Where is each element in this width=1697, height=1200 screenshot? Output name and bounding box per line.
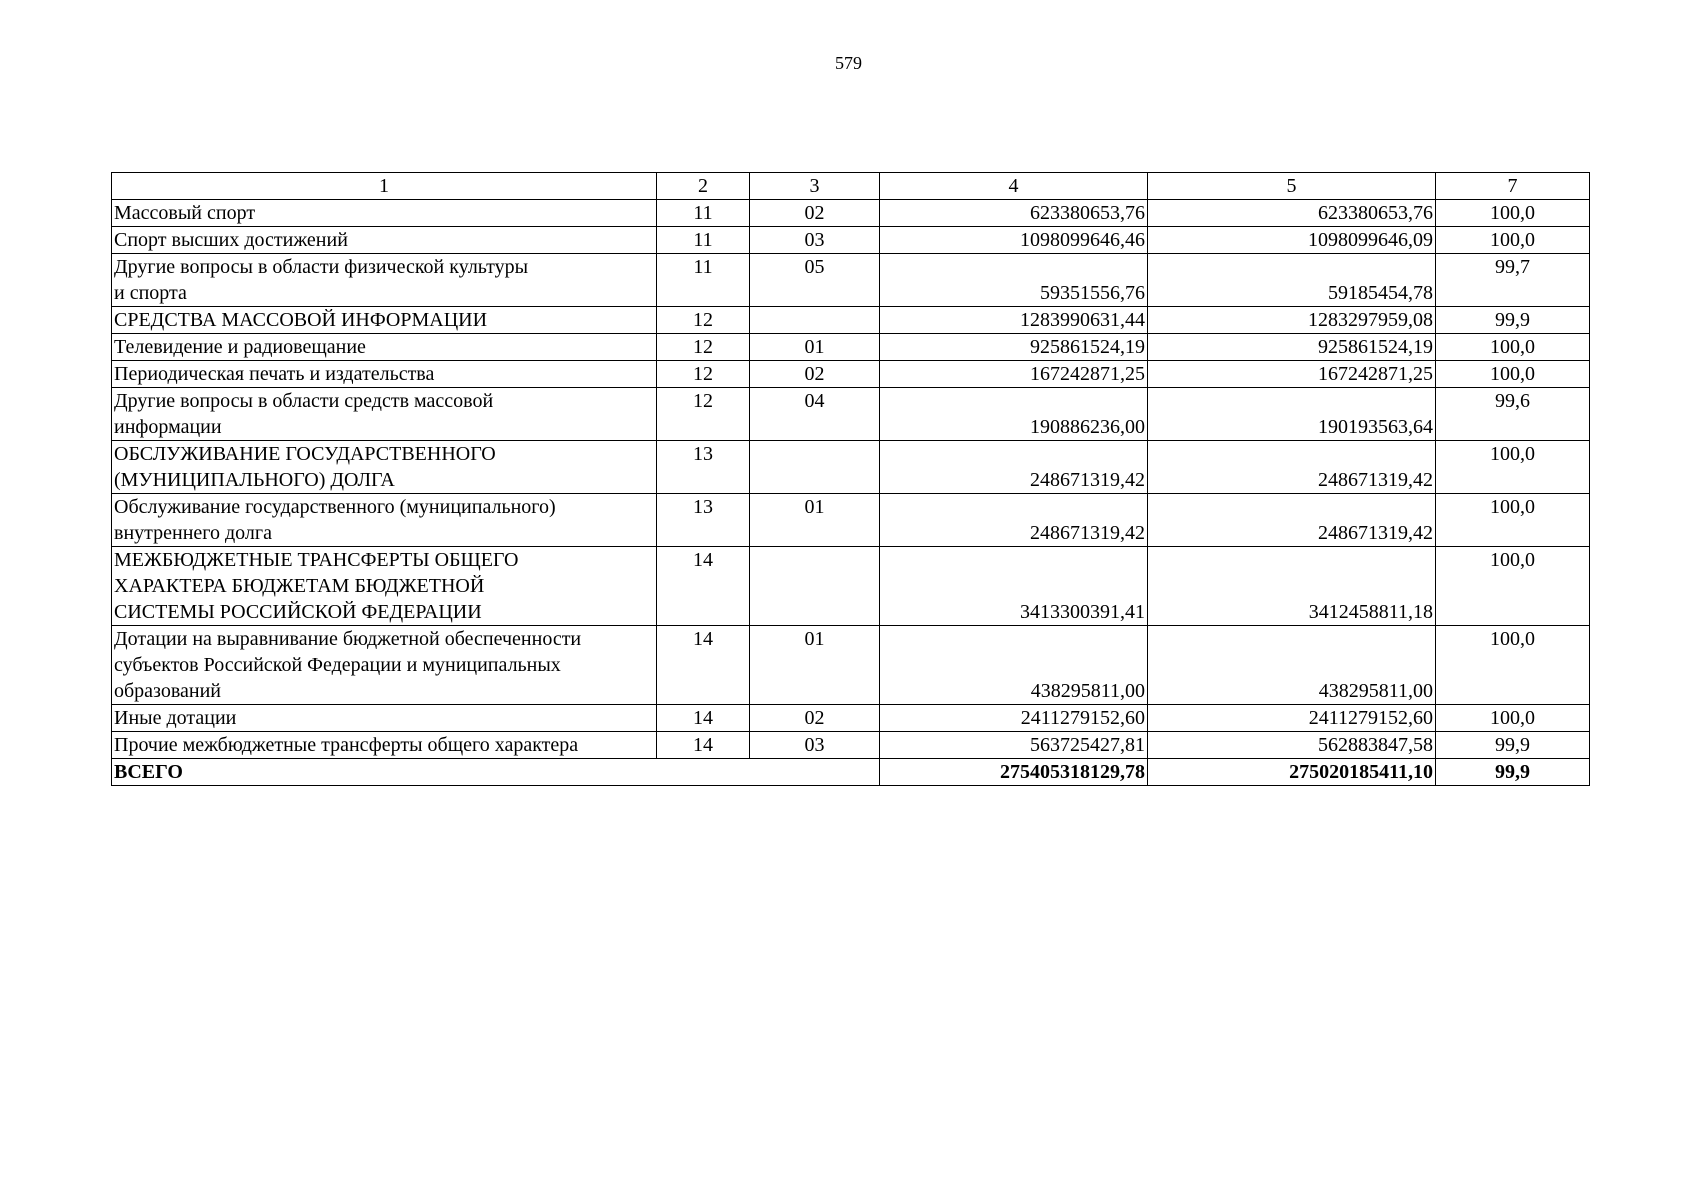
executed-amount-cell: 2411279152,60 [1148,705,1436,732]
row-name-cell: ОБСЛУЖИВАНИЕ ГОСУДАРСТВЕННОГО (МУНИЦИПАЛЬНОГО) ДОЛГА [112,441,657,494]
total-percent: 99,9 [1436,759,1590,786]
executed-amount-cell: 248671319,42 [1148,494,1436,547]
table-header-row [112,173,1590,200]
subsection-code-cell: 01 [750,626,880,705]
planned-amount-cell: 1283990631,44 [880,307,1148,334]
executed-amount-cell: 1098099646,09 [1148,227,1436,254]
subsection-code-cell: 02 [750,361,880,388]
percent-cell: 100,0 [1436,334,1590,361]
row-name-cell: Прочие межбюджетные трансферты общего характера [112,732,657,759]
section-code-cell: 14 [657,626,750,705]
section-code-cell: 12 [657,361,750,388]
section-code-cell: 11 [657,227,750,254]
row-name-cell: Иные дотации [112,705,657,732]
planned-amount-cell: 190886236,00 [880,388,1148,441]
section-code-cell: 12 [657,307,750,334]
section-code-cell: 11 [657,200,750,227]
row-name-cell: Другие вопросы в области средств массовой информации [112,388,657,441]
row-name-cell: Другие вопросы в области физической культуры и спорта [112,254,657,307]
section-code-cell: 12 [657,388,750,441]
row-name-cell: Периодическая печать и издательства [112,361,657,388]
percent-cell: 100,0 [1436,227,1590,254]
percent-cell: 100,0 [1436,361,1590,388]
planned-amount-cell: 59351556,76 [880,254,1148,307]
header-cell: 4 [880,173,1148,200]
table-row [112,388,1590,441]
header-cell: 2 [657,173,750,200]
planned-amount-cell: 2411279152,60 [880,705,1148,732]
percent-cell: 99,7 [1436,254,1590,307]
percent-cell: 99,6 [1436,388,1590,441]
subsection-code-cell: 01 [750,494,880,547]
subsection-code-cell: 01 [750,334,880,361]
subsection-code-cell: 02 [750,200,880,227]
table-row [112,547,1590,626]
planned-amount-cell: 563725427,81 [880,732,1148,759]
percent-cell: 100,0 [1436,705,1590,732]
executed-amount-cell: 438295811,00 [1148,626,1436,705]
percent-cell: 99,9 [1436,732,1590,759]
executed-amount-cell: 248671319,42 [1148,441,1436,494]
row-name-cell: МЕЖБЮДЖЕТНЫЕ ТРАНСФЕРТЫ ОБЩЕГО ХАРАКТЕРА БЮДЖЕТАМ БЮДЖЕТНОЙ СИСТЕМЫ РОССИЙСКОЙ ФЕДЕРАЦИИ [112,547,657,626]
row-name-cell: СРЕДСТВА МАССОВОЙ ИНФОРМАЦИИ [112,307,657,334]
page-number: 579 [835,53,862,73]
header-cell: 3 [750,173,880,200]
executed-amount-cell: 1283297959,08 [1148,307,1436,334]
planned-amount-cell: 248671319,42 [880,494,1148,547]
section-code-cell: 11 [657,254,750,307]
section-code-cell: 12 [657,334,750,361]
total-planned-amount: 275405318129,78 [880,759,1148,786]
row-name-cell: Телевидение и радиовещание [112,334,657,361]
subsection-code-cell [750,547,880,626]
row-name-cell: Обслуживание государственного (муниципального) внутреннего долга [112,494,657,547]
subsection-code-cell [750,441,880,494]
subsection-code-cell: 03 [750,227,880,254]
header-cell: 1 [112,173,657,200]
percent-cell: 100,0 [1436,200,1590,227]
percent-cell: 99,9 [1436,307,1590,334]
section-code-cell: 13 [657,441,750,494]
planned-amount-cell: 925861524,19 [880,334,1148,361]
executed-amount-cell: 59185454,78 [1148,254,1436,307]
planned-amount-cell: 1098099646,46 [880,227,1148,254]
executed-amount-cell: 3412458811,18 [1148,547,1436,626]
section-code-cell: 14 [657,547,750,626]
subsection-code-cell [750,307,880,334]
row-name-cell: Дотации на выравнивание бюджетной обеспеченности субъектов Российской Федерации и муниципальных образований [112,626,657,705]
total-label: ВСЕГО [112,759,880,786]
executed-amount-cell: 190193563,64 [1148,388,1436,441]
table-row [112,441,1590,494]
table-row [112,494,1590,547]
header-cell: 7 [1436,173,1590,200]
executed-amount-cell: 925861524,19 [1148,334,1436,361]
total-executed-amount: 275020185411,10 [1148,759,1436,786]
budget-execution-table [111,172,1590,786]
section-code-cell: 14 [657,732,750,759]
subsection-code-cell: 03 [750,732,880,759]
planned-amount-cell: 623380653,76 [880,200,1148,227]
executed-amount-cell: 623380653,76 [1148,200,1436,227]
table-row [112,334,1590,361]
percent-cell: 100,0 [1436,547,1590,626]
table-row [112,705,1590,732]
percent-cell: 100,0 [1436,494,1590,547]
subsection-code-cell: 04 [750,388,880,441]
section-code-cell: 13 [657,494,750,547]
table-row [112,361,1590,388]
planned-amount-cell: 3413300391,41 [880,547,1148,626]
header-cell: 5 [1148,173,1436,200]
table-row [112,626,1590,705]
planned-amount-cell: 438295811,00 [880,626,1148,705]
table-row [112,732,1590,759]
executed-amount-cell: 167242871,25 [1148,361,1436,388]
section-code-cell: 14 [657,705,750,732]
executed-amount-cell: 562883847,58 [1148,732,1436,759]
percent-cell: 100,0 [1436,626,1590,705]
total-row [112,759,1590,786]
planned-amount-cell: 167242871,25 [880,361,1148,388]
table-row [112,200,1590,227]
table-row [112,307,1590,334]
table-row [112,254,1590,307]
row-name-cell: Массовый спорт [112,200,657,227]
subsection-code-cell: 02 [750,705,880,732]
planned-amount-cell: 248671319,42 [880,441,1148,494]
percent-cell: 100,0 [1436,441,1590,494]
subsection-code-cell: 05 [750,254,880,307]
row-name-cell: Спорт высших достижений [112,227,657,254]
table-row [112,227,1590,254]
